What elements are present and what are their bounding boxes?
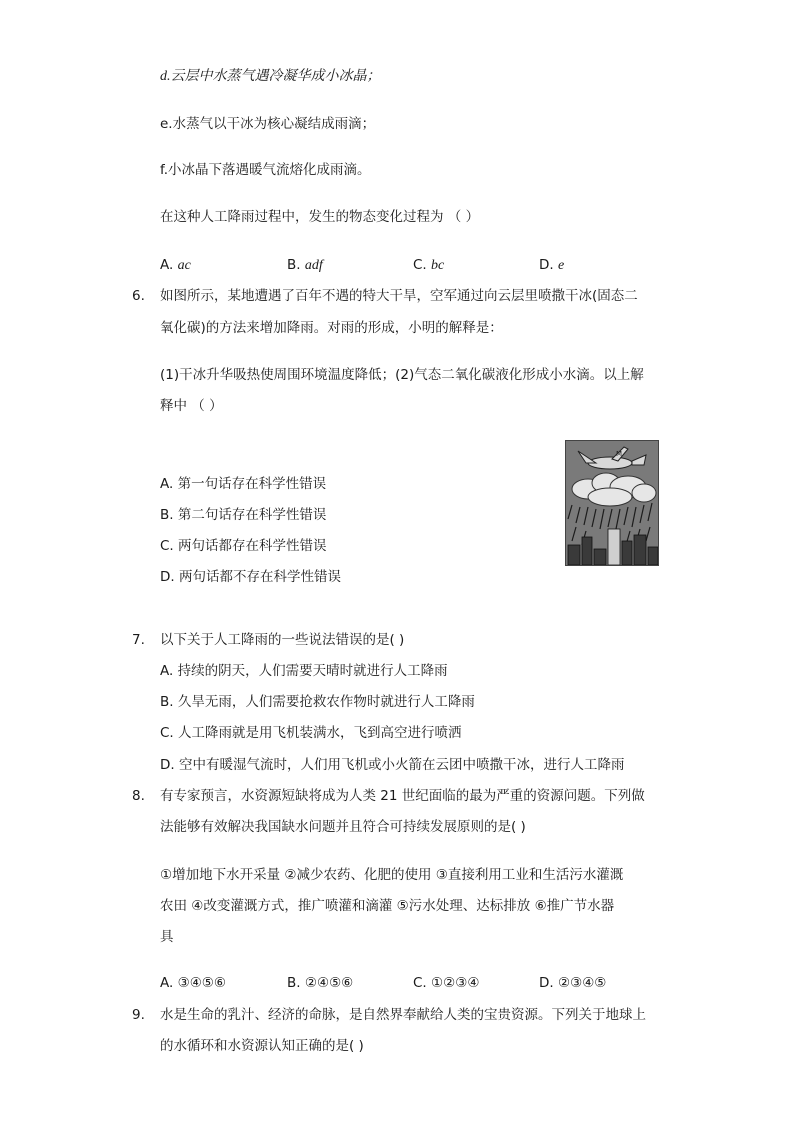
question-number: 6.: [132, 288, 145, 304]
question-text: 释中 （ ）: [160, 398, 223, 414]
question-prompt: 在这种人工降雨过程中，发生的物态变化过程为 （ ）: [160, 209, 480, 225]
option-a[interactable]: A. ac: [160, 257, 191, 273]
option-d[interactable]: D. 两句话都不存在科学性错误: [160, 569, 341, 585]
option-b[interactable]: B. 久旱无雨，人们需要抢救农作物时就进行人工降雨: [160, 694, 475, 710]
option-a[interactable]: A. ③④⑤⑥: [160, 975, 227, 991]
option-c[interactable]: C. 人工降雨就是用飞机装满水，飞到高空进行喷洒: [160, 725, 462, 741]
option-b[interactable]: B. 第二句话存在科学性错误: [160, 507, 327, 523]
question-text: 法能够有效解决我国缺水问题并且符合可持续发展原则的是( ): [160, 819, 526, 835]
question-number: 8.: [132, 788, 145, 804]
cloud-seeding-illustration: [565, 440, 659, 566]
option-d[interactable]: D. 空中有暖湿气流时，人们用飞机或小火箭在云团中喷撒干冰，进行人工降雨: [160, 757, 625, 773]
option-a[interactable]: A. 持续的阴天，人们需要天晴时就进行人工降雨: [160, 663, 448, 679]
question-text: 有专家预言，水资源短缺将成为人类 21 世纪面临的最为严重的资源问题。下列做: [160, 788, 645, 804]
statement-f: f.小冰晶下落遇暖气流熔化成雨滴。: [160, 162, 371, 178]
option-c[interactable]: C. bc: [413, 257, 445, 273]
option-d[interactable]: D. ②③④⑤: [539, 975, 607, 991]
question-text: 水是生命的乳汁、经济的命脉，是自然界奉献给人类的宝贵资源。下列关于地球上: [160, 1007, 646, 1023]
question-number: 7.: [132, 632, 145, 648]
question-text: 以下关于人工降雨的一些说法错误的是( ): [160, 632, 405, 648]
statement-d: d.云层中水蒸气遇冷凝华成小冰晶；: [160, 69, 381, 84]
option-a[interactable]: A. 第一句话存在科学性错误: [160, 476, 327, 492]
option-b[interactable]: B. adf: [287, 257, 323, 273]
svg-text:M: M: [616, 450, 623, 458]
option-d[interactable]: D. e: [539, 257, 565, 273]
option-c[interactable]: C. 两句话都存在科学性错误: [160, 538, 327, 554]
question-text: 的水循环和水资源认知正确的是( ): [160, 1038, 364, 1054]
option-c[interactable]: C. ①②③④: [413, 975, 480, 991]
question-text: 农田 ④改变灌溉方式，推广喷灌和滴灌 ⑤污水处理、达标排放 ⑥推广节水器: [160, 898, 615, 914]
question-text: ①增加地下水开采量 ②减少农药、化肥的使用 ③直接利用工业和生活污水灌溉: [160, 867, 624, 883]
question-text: (1)干冰升华吸热使周围环境温度降低；(2)气态二氧化碳液化形成小水滴。以上解: [160, 367, 644, 383]
question-text: 氧化碳)的方法来增加降雨。对雨的形成，小明的解释是：: [160, 320, 503, 336]
statement-e: e.水蒸气以干冰为核心凝结成雨滴；: [160, 116, 376, 132]
question-number: 9.: [132, 1007, 145, 1023]
question-text: 具: [160, 929, 174, 945]
option-b[interactable]: B. ②④⑤⑥: [287, 975, 354, 991]
question-text: 如图所示，某地遭遇了百年不遇的特大干旱，空军通过向云层里喷撒干冰(固态二: [160, 288, 638, 304]
